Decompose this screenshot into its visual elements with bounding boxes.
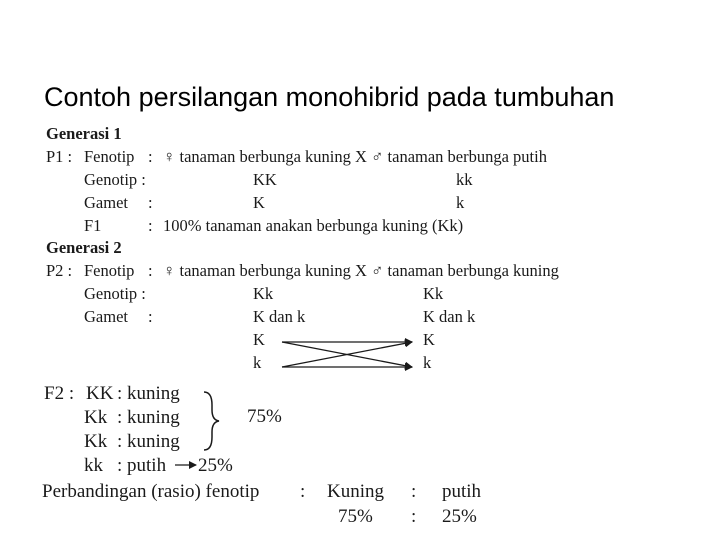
ratio-putih-label: putih — [442, 481, 482, 502]
p2-left-allele-k: k — [253, 353, 262, 372]
f1-value: 100% tanaman anakan berbunga kuning (Kk) — [163, 216, 464, 235]
ratio-colon-3: : — [411, 506, 417, 527]
p2-left-allele-K: K — [253, 330, 265, 349]
ratio-label: Perbandingan (rasio) fenotip — [42, 481, 260, 502]
p1-genotip-left: KK — [253, 170, 277, 189]
f2-row-2-phenotype: : kuning — [117, 407, 180, 428]
p1-gamet-left: K — [253, 193, 265, 212]
p2-gamet-label: Gamet — [84, 307, 128, 326]
ratio-kuning-percent: 75% — [338, 506, 373, 527]
p1-gamet-label: Gamet — [84, 193, 128, 212]
f2-label: F2 : — [44, 383, 75, 404]
f2-putih-percent: 25% — [198, 455, 233, 476]
generasi-1-heading: Generasi 1 — [46, 124, 122, 143]
ratio-colon-1: : — [300, 481, 306, 502]
slide-title: Contoh persilangan monohibrid pada tumbuhan — [44, 82, 615, 112]
p2-genotip-label: Genotip : — [84, 284, 146, 303]
f2-row-1-genotype: KK — [86, 383, 114, 404]
p2-right-allele-K: K — [423, 330, 435, 349]
f2-row-3-phenotype: : kuning — [117, 431, 180, 452]
p2-right-allele-k: k — [423, 353, 432, 372]
f2-row-4-genotype: kk — [84, 455, 103, 476]
ratio-colon-2: : — [411, 481, 417, 502]
f2-kuning-percent: 75% — [247, 406, 282, 427]
p1-label: P1 : — [46, 147, 73, 166]
f2-row-2-genotype: Kk — [84, 407, 108, 428]
p1-fenotip-value: ♀ tanaman berbunga kuning X ♂ tanaman berbunga putih — [163, 147, 547, 166]
f2-row-1-phenotype: : kuning — [117, 383, 180, 404]
p1-genotip-right: kk — [456, 170, 473, 189]
p2-gamet-left: K dan k — [253, 307, 306, 326]
p1-gamet-right: k — [456, 193, 465, 212]
ratio-putih-percent: 25% — [442, 506, 477, 527]
f2-row-3-genotype: Kk — [84, 431, 108, 452]
p2-genotip-right: Kk — [423, 284, 444, 303]
f1-label: F1 — [84, 216, 102, 235]
p1-fenotip-label: Fenotip — [84, 147, 135, 166]
f2-row-4-phenotype: : putih — [117, 455, 167, 476]
kuning-curly-brace — [204, 392, 219, 450]
p1-gamet-colon: : — [148, 193, 153, 212]
ratio-kuning-label: Kuning — [327, 481, 384, 502]
p2-fenotip-colon: : — [148, 261, 153, 280]
p2-label: P2 : — [46, 261, 73, 280]
p2-gamet-colon: : — [148, 307, 153, 326]
p2-fenotip-value: ♀ tanaman berbunga kuning X ♂ tanaman berbunga kuning — [163, 261, 559, 280]
generasi-2-heading: Generasi 2 — [46, 238, 122, 257]
p2-genotip-left: Kk — [253, 284, 274, 303]
p1-genotip-label: Genotip : — [84, 170, 146, 189]
p1-fenotip-colon: : — [148, 147, 153, 166]
p2-gamet-right: K dan k — [423, 307, 476, 326]
gamete-cross-arrows — [282, 342, 412, 367]
p2-fenotip-label: Fenotip — [84, 261, 135, 280]
f1-colon: : — [148, 216, 153, 235]
